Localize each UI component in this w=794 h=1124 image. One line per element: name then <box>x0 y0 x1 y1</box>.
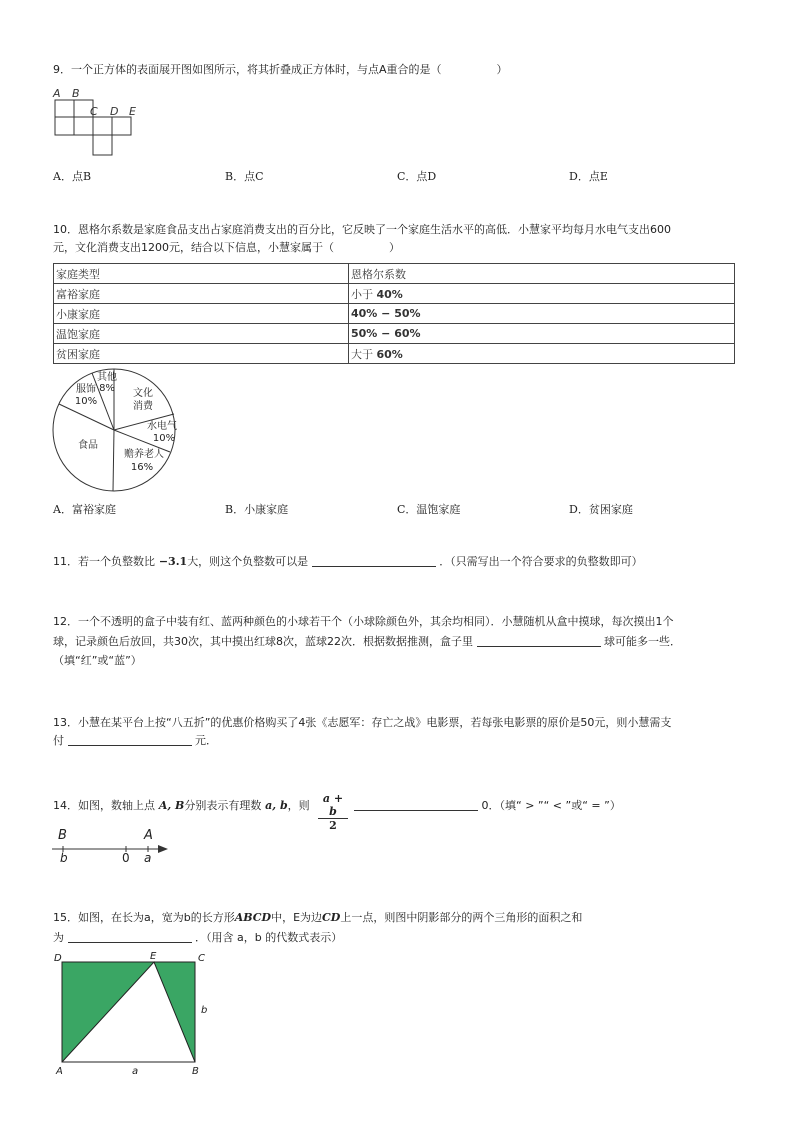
table-cell: 50% − 60% <box>349 324 735 344</box>
pie-label-clothing: 服饰 <box>76 384 96 395</box>
net-label-d: D <box>110 105 119 118</box>
table-cell: 大于 60% <box>349 344 735 364</box>
q12-stem-line1: 12．一个不透明的盒子中装有红、蓝两种颜色的小球若干个（小球除颜色外，其余均相同）．小慧随机从盒中摸球，每次摸出1个 <box>53 615 674 628</box>
net-label-b: B <box>72 87 80 100</box>
pie-label-utilities: 水电气 <box>147 421 177 432</box>
pie-label-elderly: 赡养老人 <box>124 449 164 460</box>
q10-option-a[interactable]: A．富裕家庭 <box>53 503 116 516</box>
q14-stem-tail: 0．（填“ > ”“ < ”或“ = ”） <box>354 796 621 816</box>
net-label-c: C <box>90 105 98 118</box>
pie-divider <box>113 430 114 491</box>
rect-label-c: C <box>198 953 205 964</box>
q14-fraction <box>318 792 348 832</box>
fraction-denominator: 2 <box>329 819 337 832</box>
rectangle-figure <box>50 950 220 1078</box>
q14-stem: 14．如图，数轴上点 A, B分别表示有理数 a, b，则 <box>53 799 310 812</box>
q9-option-c[interactable]: C．点D <box>397 170 437 183</box>
arrow-right-icon <box>158 845 168 853</box>
rect-side-a: a <box>132 1066 139 1077</box>
table-cell: 温饱家庭 <box>54 324 349 344</box>
table-cell: 富裕家庭 <box>54 284 349 304</box>
axis-point-a: A <box>144 828 153 843</box>
table-header-cell: 家庭类型 <box>54 264 349 284</box>
q15-answer-blank[interactable] <box>68 930 192 943</box>
table-cell: 贫困家庭 <box>54 344 349 364</box>
pie-label-culture-1: 文化 <box>133 388 153 399</box>
net-label-a: A <box>53 87 61 100</box>
rect-label-d: D <box>54 953 62 964</box>
table-cell: 小康家庭 <box>54 304 349 324</box>
pie-value-clothing: 10% <box>74 396 98 407</box>
fraction-numerator: a + b <box>318 792 348 819</box>
q12-stem-line3: （填“红”或“蓝”） <box>53 654 142 667</box>
pie-value-elderly: 16% <box>130 462 154 473</box>
q9-option-a[interactable]: A．点B <box>53 170 92 183</box>
q9-option-d[interactable]: D．点E <box>569 170 608 183</box>
table-header-row <box>54 264 735 284</box>
table-row <box>54 324 735 344</box>
axis-value-b: b <box>60 851 68 865</box>
cube-net-figure <box>50 86 150 160</box>
number-line-figure <box>50 822 180 866</box>
pie-value-other: 8% <box>99 383 115 394</box>
q13-stem-line2: 付 元． <box>53 734 217 747</box>
axis-value-a: a <box>144 851 152 865</box>
q11-answer-blank[interactable] <box>312 554 436 567</box>
q14-answer-blank[interactable] <box>354 798 478 811</box>
rect-label-e: E <box>150 951 157 962</box>
expense-pie-chart <box>50 366 180 496</box>
rect-side-b: b <box>201 1005 208 1016</box>
axis-zero: 0 <box>122 851 130 865</box>
q10-option-d[interactable]: D．贫困家庭 <box>569 503 633 516</box>
table-header-cell: 恩格尔系数 <box>349 264 735 284</box>
q11-stem: 11．若一个负整数比 −3.1大，则这个负整数可以是 ．（只需写出一个符合要求的负整数即可） <box>53 555 643 568</box>
net-label-e: E <box>129 105 136 118</box>
table-cell: 40% − 50% <box>349 304 735 324</box>
engel-table <box>53 263 735 364</box>
table-row <box>54 304 735 324</box>
pie-label-other: 其他 <box>97 372 117 383</box>
q9-stem: 9．一个正方体的表面展开图如图所示，将其折叠成正方体时，与点A重合的是（ ） <box>53 63 508 76</box>
q10-option-c[interactable]: C．温饱家庭 <box>397 503 461 516</box>
pie-value-utilities: 10% <box>152 433 176 444</box>
table-row <box>54 344 735 364</box>
pie-label-food: 食品 <box>78 440 98 451</box>
rect-label-a: A <box>56 1066 63 1077</box>
q13-stem-line1: 13．小慧在某平台上按“八五折”的优惠价格购买了4张《志愿军：存亡之战》电影票，若每张电影票的原价是50元，则小慧需支 <box>53 716 672 729</box>
q15-stem-line1: 15．如图，在长为a，宽为b的长方形ABCD中，E为边CD上一点，则图中阴影部分的两个三角形的面积之和 <box>53 911 583 924</box>
table-row <box>54 284 735 304</box>
q13-answer-blank[interactable] <box>68 733 192 746</box>
q15-stem-line2: 为 ．（用含 a，b 的代数式表示） <box>53 931 343 944</box>
pie-label-culture-2: 消费 <box>133 401 153 412</box>
table-cell: 小于 40% <box>349 284 735 304</box>
q12-answer-blank[interactable] <box>477 634 601 647</box>
q12-stem-line2: 球，记录颜色后放回，共30次，其中摸出红球8次，蓝球22次．根据数据推测，盒子里 球可能多一些． <box>53 635 681 648</box>
q10-option-b[interactable]: B．小康家庭 <box>225 503 289 516</box>
q9-option-b[interactable]: B．点C <box>225 170 264 183</box>
q10-stem-line2: 元，文化消费支出1200元，结合以下信息，小慧家属于（ ） <box>53 241 400 254</box>
q10-stem-line1: 10．恩格尔系数是家庭食品支出占家庭消费支出的百分比，它反映了一个家庭生活水平的高低．小慧家平均每月水电气支出600 <box>53 223 671 236</box>
rect-label-b: B <box>192 1066 199 1077</box>
axis-point-b: B <box>58 828 67 843</box>
